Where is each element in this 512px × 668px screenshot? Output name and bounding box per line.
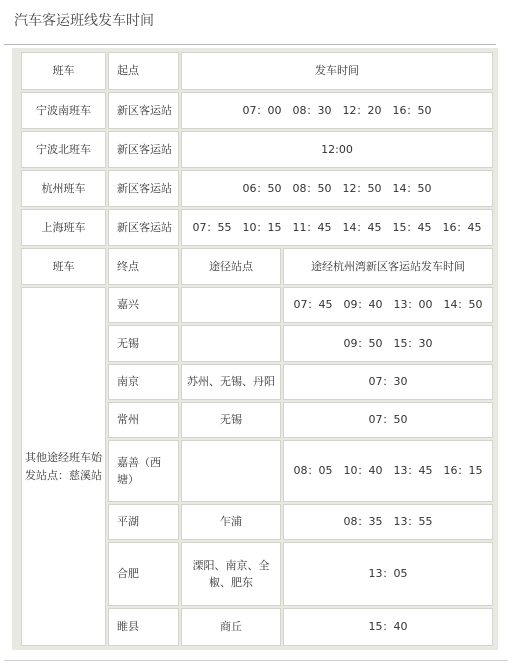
route-cell: 宁波南班车 [21,92,106,129]
destination-cell: 平湖 [108,504,179,540]
table-row [21,209,493,246]
route-cell: 宁波北班车 [21,131,106,168]
destination-cell: 睢县 [108,608,179,646]
times-cell: 07：55 10：15 11：45 14：45 15：45 16：45 [181,209,493,246]
header-route: 班车 [21,52,106,90]
via-cell: 无锡 [181,402,281,438]
route-cell: 杭州班车 [21,170,106,207]
header-origin: 起点 [108,52,179,90]
header-departure-times: 发车时间 [181,52,493,90]
header-destination: 终点 [108,248,179,285]
times-cell: 12:00 [181,131,493,168]
destination-cell: 常州 [108,402,179,438]
destination-cell: 合肥 [108,542,179,606]
route-cell: 上海班车 [21,209,106,246]
title-divider [4,44,496,45]
times-cell: 07：50 [283,402,493,438]
page-title: 汽车客运班线发车时间 [14,13,154,29]
times-cell: 07：45 09：40 13：00 14：50 [283,287,493,323]
via-cell: 溧阳、南京、全椒、肥东 [181,542,281,606]
times-cell: 06：50 08：50 12：50 14：50 [181,170,493,207]
origin-cell: 新区客运站 [108,209,179,246]
times-cell: 15：40 [283,608,493,646]
header-via-stations: 途径站点 [181,248,281,285]
bottom-divider [4,660,508,661]
table-header-row [21,52,493,90]
schedule-table [19,50,495,648]
table-row [21,92,493,129]
table-row [21,170,493,207]
origin-cell: 新区客运站 [108,92,179,129]
via-cell: 乍浦 [181,504,281,540]
origin-cell: 新区客运站 [108,170,179,207]
via-cell: 苏州、无锡、丹阳 [181,364,281,400]
table-header-row [21,248,493,285]
via-cell: 商丘 [181,608,281,646]
header-via-departure-times: 途经杭州湾新区客运站发车时间 [283,248,493,285]
times-cell: 09：50 15：30 [283,325,493,362]
destination-cell: 嘉善（西塘） [108,440,179,502]
origin-cell: 新区客运站 [108,131,179,168]
times-cell: 08：05 10：40 13：45 16：15 [283,440,493,502]
times-cell: 13：05 [283,542,493,606]
table-row [21,131,493,168]
destination-cell: 无锡 [108,325,179,362]
times-cell: 07：30 [283,364,493,400]
group-label-cell: 其他途经班车始发站点：慈溪站 [21,287,106,646]
table-row [21,287,493,323]
times-cell: 07：00 08：30 12：20 16：50 [181,92,493,129]
header-route: 班车 [21,248,106,285]
schedule-table-frame [12,48,498,650]
via-cell [181,287,281,323]
destination-cell: 嘉兴 [108,287,179,323]
times-cell: 08：35 13：55 [283,504,493,540]
via-cell [181,325,281,362]
via-cell [181,440,281,502]
destination-cell: 南京 [108,364,179,400]
